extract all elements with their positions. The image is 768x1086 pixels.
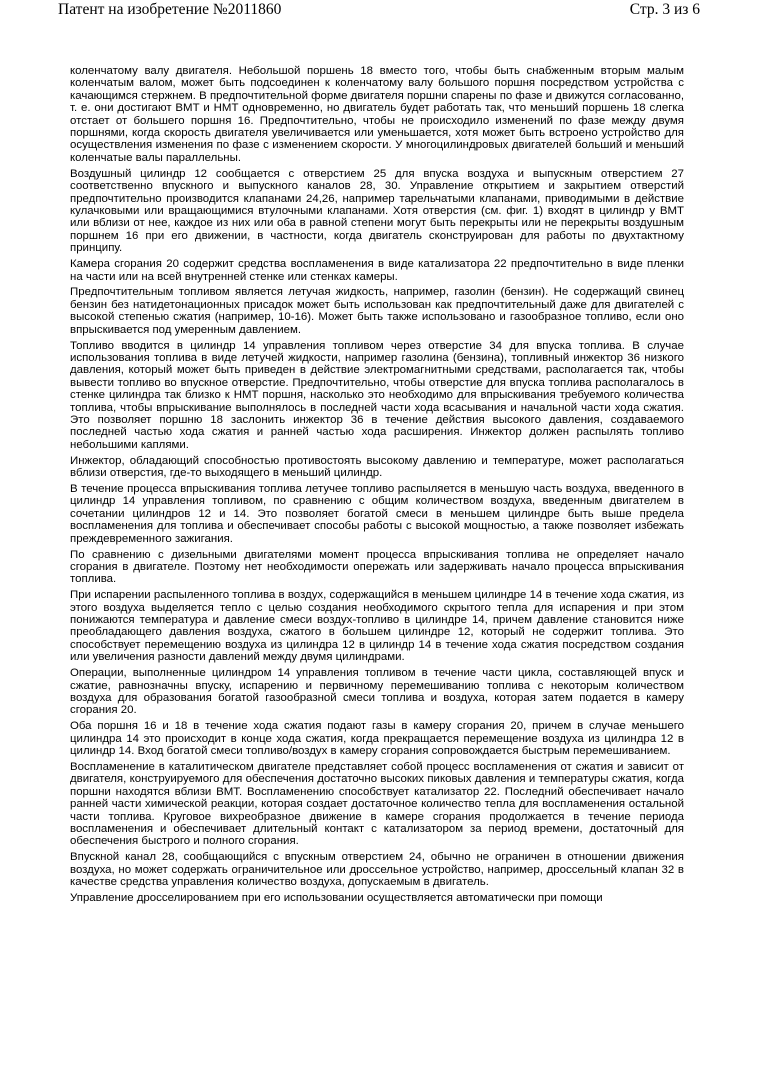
paragraph: При испарении распыленного топлива в воздух, содержащийся в меньшем цилиндре 14 в течение хода сжатия, из этого воздуха выделяется тепло с целью создания необходимого скрытого тепла для испарения и при этом понижаются температура и давление смеси воздух-топливо в цилиндре 14, причем давление становится ниже преобладающего давления воздуха, сжатого в большем цилиндре 12, который не содержит топлива. Это способствует перемещению воздуха из цилиндра 12 в цилиндр 14 в течение хода сжатия посредством создания или увеличения разности давлений между двумя цилиндрами. <box>70 589 684 664</box>
paragraph: Воспламенение в каталитическом двигателе представляет собой процесс воспламенения от сжатия и зависит от двигателя, конструируемого для обеспечения достаточно высоких пиковых давления и температуры сжатия, когда поршни находятся вблизи ВМТ. Воспламенению способствует катализатор 22. Последний обеспечивает начало ранней части химической реакции, которая создает достаточное количество тепла для воспламенения остальной части топлива. Круговое вихреобразное движение в камере сгорания продолжается в течение периода воспламенения и обеспечивает длительный контакт с катализатором за период времени, достаточный для обеспечения быстрого и полного сгорания. <box>70 761 684 848</box>
paragraph: В течение процесса впрыскивания топлива летучее топливо распыляется в меньшую часть воздуха, введенного в цилиндр 14 управления топливом, по сравнению с общим количеством воздуха, введенным двигателем в сочетании цилиндров 12 и 14. Это позволяет богатой смеси в меньшем цилиндре быть выше предела воспламенения для топлива и обеспечивает способы работы с высокой мощностью, а также позволяет избежать преждевременного зажигания. <box>70 483 684 545</box>
page-number: Стр. 3 из 6 <box>629 1 700 18</box>
paragraph: Предпочтительным топливом является летучая жидкость, например, газолин (бензин). Не содержащий свинец бензин без натидетонационных присадок может быть использован как предпочтительный даже для двигателей с высокой степенью сжатия (например, 10-16). Может быть также использовано и газообразное топливо, если оно впрыскивается под умеренным давлением. <box>70 286 684 336</box>
page-header <box>58 0 700 26</box>
paragraph: Топливо вводится в цилиндр 14 управления топливом через отверстие 34 для впуска топлива. В случае использования топлива в виде летучей жидкости, например газолина (бензина), топливный инжектор 36 низкого давления, который может быть приведен в действие электромагнитными средствами, располагается так, чтобы вывести топливо во впускное отверстие. Предпочтительно, чтобы отверстие для впуска топлива располагалось в стенке цилиндра так близко к НМТ поршня, насколько это необходимо для впрыскивания требуемого количества топлива, чтобы впрыскивание выполнялось в последней части хода всасывания и начальной части хода сжатия. Это позволяет поршню 18 заслонить инжектор 36 в течение действия высокого давления, создаваемого последней частью хода сжатия и ранней частью хода расширения. Инжектор должен распылять топливо небольшими каплями. <box>70 339 684 451</box>
paragraph: Оба поршня 16 и 18 в течение хода сжатия подают газы в камеру сгорания 20, причем в случае меньшего цилиндра 14 это происходит в конце хода сжатия, когда прекращается перемещение воздуха из цилиндра 12 в цилиндр 14. Вход богатой смеси топливо/воздух в камеру сгорания сопровождается быстрым перемешиванием. <box>70 720 684 758</box>
paragraph: Впускной канал 28, сообщающийся с впускным отверстием 24, обычно не ограничен в отношении движения воздуха, но может содержать ограничительное или дроссельное устройство, например, дроссельный клапан 32 в качестве средства управления количество воздуха, допускаемым в двигатель. <box>70 851 684 889</box>
paragraph: коленчатому валу двигателя. Небольшой поршень 18 вместо того, чтобы быть снабженным вторым малым коленчатым валом, может быть подсоединен к коленчатому валу большого поршня посредством устройства с качающимся стержнем. В предпочтительной форме двигателя поршни спарены по фазе и движутся согласованно, т. е. они достигают ВМТ и НМТ одновременно, но двигатель будет работать так, что меньший поршень 18 слегка отстает от большего поршня 16. Предпочтительно, чтобы не происходило изменений по фазе между двумя поршнями, когда скорость двигателя увеличивается или уменьшается, хотя может быть встроено устройство для осуществления изменения по фазе с изменением скорости. У многоцилиндровых двигателей больший и меньший коленчатые валы параллельны. <box>70 65 684 164</box>
paragraph: Воздушный цилиндр 12 сообщается с отверстием 25 для впуска воздуха и выпускным отверстием 27 соответственно впускного и выпускного каналов 28, 30. Управление открытием и закрытием отверстий предпочтительно производится клапанами 24,26, например тарельчатыми клапанами, приводимыми в действие кулачковыми или вращающимися втулочными клапанами. Хотя отверстия (см. фиг. 1) входят в цилиндр у ВМТ или вблизи от нее, каждое из них или оба в равной степени могут быть перекрыты или не перекрыты воздушным поршнем 16 при его движении, в частности, когда двигатель сконструирован для работы по двухтактному принципу. <box>70 167 684 255</box>
patent-title: Патент на изобретение №2011860 <box>58 1 282 18</box>
paragraph: Инжектор, обладающий способностью противостоять высокому давлению и температуре, может располагаться вблизи отверстия, где-то выходящего в меньший цилиндр. <box>70 454 684 480</box>
patent-body <box>70 65 684 908</box>
paragraph: Управление дросселированием при его использовании осуществляется автоматически при помощи <box>70 892 603 905</box>
paragraph: Операции, выполненные цилиндром 14 управления топливом в течение части цикла, составляющей впуск и сжатие, равнозначны впуску, испарению и первичному перемешиванию топлива с некоторым количеством воздуха для образования богатой газообразной смеси топлива и воздуха, которая затем подается в камеру сгорания 20. <box>70 667 684 717</box>
paragraph: Камера сгорания 20 содержит средства воспламенения в виде катализатора 22 предпочтительно в виде пленки на части или на всей внутренней стенке или стенках камеры. <box>70 258 684 283</box>
paragraph: По сравнению с дизельными двигателями момент процесса впрыскивания топлива не определяет начало сгорания в двигателе. Поэтому нет необходимости опережать или задерживать начало процесса впрыскивания топлива. <box>70 548 684 586</box>
